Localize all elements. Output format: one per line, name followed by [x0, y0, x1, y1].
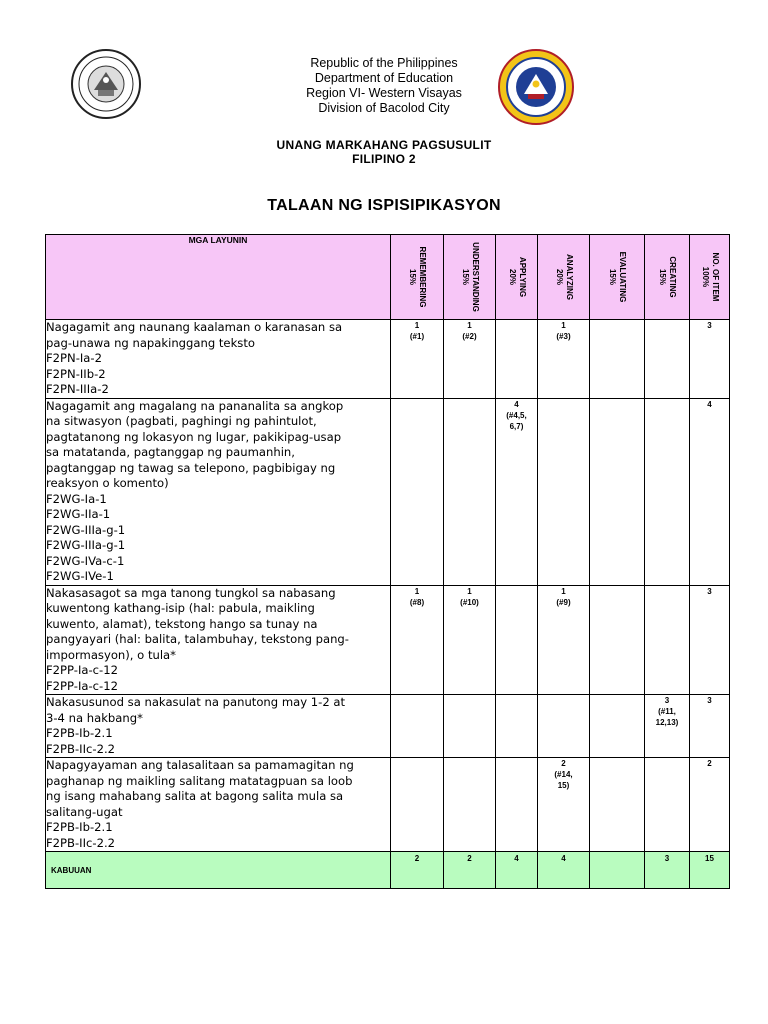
- document-header: [0, 0, 768, 130]
- count-cell-applying: [496, 320, 538, 399]
- objective-line: kuwento, alamat), tekstong hango sa tunay na: [46, 616, 318, 631]
- item-numbers: 6,7): [509, 421, 524, 431]
- count-cell-applying: [496, 695, 538, 758]
- item-count: 3: [664, 696, 670, 705]
- table-row: [46, 695, 730, 758]
- exam-title: UNANG MARKAHANG PAGSUSULIT: [276, 138, 492, 152]
- count-cell-creating: [645, 695, 690, 758]
- objective-code: F2PN-IIIa-2: [46, 382, 109, 396]
- item-numbers: (#3): [556, 332, 571, 341]
- agency-line: Division of Bacolod City: [318, 101, 450, 115]
- count-cell-remembering: [391, 320, 444, 399]
- total-label: KABUUAN: [46, 852, 391, 889]
- objective-cell: [46, 320, 391, 399]
- count-cell-evaluating: [590, 758, 645, 852]
- count-cell-creating: [645, 320, 690, 399]
- item-numbers: 12,13): [655, 718, 679, 727]
- objective-line: reaksyon o komento): [46, 476, 169, 490]
- subject-title: FILIPINO 2: [352, 152, 416, 166]
- total-evaluating: [590, 852, 645, 889]
- item-numbers: (#1): [409, 332, 425, 341]
- objective-cell: [46, 585, 391, 695]
- total-understanding: 2: [444, 852, 496, 889]
- count-cell-applying: [496, 758, 538, 852]
- count-cell-applying: [496, 398, 538, 585]
- item-count: 1: [467, 321, 472, 330]
- objective-line: sa matatanda, pagtanggap ng paumanhin,: [46, 445, 295, 459]
- item-count: 1: [467, 586, 472, 596]
- count-cell-remembering: [391, 758, 444, 852]
- column-name: EVALUATING: [618, 251, 627, 303]
- count-cell-understanding: [444, 398, 496, 585]
- total-items: 15: [690, 852, 730, 889]
- column-header-applying: [496, 235, 538, 320]
- count-cell-analyzing: [538, 758, 590, 852]
- column-header-understanding: [444, 235, 496, 320]
- column-name: NO. OF ITEM: [710, 252, 720, 302]
- count-cell-total: [690, 320, 730, 399]
- count-cell-analyzing: [538, 398, 590, 585]
- item-count: 1: [414, 321, 420, 330]
- department-of-education-seal-icon: [58, 48, 154, 120]
- item-count: 1: [561, 586, 566, 596]
- objective-code: F2WG-IIIa-g-1: [46, 538, 126, 552]
- objective-line: pagtatanong ng lokasyon ng lugar, pakikipag-usap: [46, 429, 342, 444]
- agency-line: Department of Education: [314, 71, 454, 85]
- column-percent: 20%: [554, 268, 564, 285]
- item-count: 4: [514, 399, 519, 409]
- objective-code: F2PB-Ib-2.1: [46, 726, 113, 740]
- objective-code: F2PP-Ia-c-12: [46, 663, 118, 677]
- objective-cell: [46, 758, 391, 852]
- column-percent: 15%: [460, 268, 470, 286]
- table-row: [46, 320, 730, 399]
- column-header-remembering: [391, 235, 444, 320]
- objective-line: Nakasusunod sa nakasulat na panutong may 1-2 at: [46, 695, 346, 709]
- table-row: [46, 585, 730, 695]
- objective-line: Nakasasagot sa mga tanong tungkol sa nabasang: [46, 585, 336, 600]
- agency-line: Republic of the Philippines: [310, 56, 458, 70]
- objective-code: F2PB-IIc-2.2: [46, 741, 116, 756]
- objective-code: F2PN-IIb-2: [46, 366, 106, 381]
- item-count: 2: [561, 759, 566, 768]
- count-cell-creating: [645, 758, 690, 852]
- column-percent: 15%: [608, 268, 617, 285]
- objective-code: F2WG-IVa-c-1: [46, 553, 125, 568]
- total-row: [46, 852, 730, 889]
- document-title: TALAAN NG ISPISIPIKASYON: [267, 197, 501, 214]
- item-count: 3: [707, 586, 712, 596]
- count-cell-applying: [496, 585, 538, 695]
- count-cell-understanding: [444, 585, 496, 695]
- count-cell-remembering: [391, 585, 444, 695]
- objective-line: ng isang mahabang salita at bagong salita mula sa: [46, 789, 344, 803]
- item-numbers: (#10): [460, 597, 479, 607]
- column-percent: 15%: [658, 268, 667, 285]
- count-cell-understanding: [444, 695, 496, 758]
- column-name: REMEMBERING: [418, 246, 427, 308]
- exam-title-block: [0, 138, 768, 166]
- column-name: ANALYZING: [564, 254, 574, 300]
- count-cell-understanding: [444, 320, 496, 399]
- objective-line: salitang-ugat: [46, 804, 123, 819]
- count-cell-remembering: [391, 695, 444, 758]
- item-count: 4: [707, 399, 712, 409]
- item-numbers: (#8): [409, 597, 425, 607]
- total-analyzing: 4: [538, 852, 590, 889]
- column-header-no-of-item: [690, 235, 730, 320]
- objective-code: F2WG-IIIa-g-1: [46, 522, 126, 537]
- objective-code: F2WG-IIa-1: [46, 507, 111, 521]
- specification-table: [45, 234, 730, 889]
- count-cell-evaluating: [590, 585, 645, 695]
- column-header-analyzing: [538, 235, 590, 320]
- column-name: UNDERSTANDING: [470, 242, 480, 312]
- item-count: 1: [414, 586, 420, 596]
- item-numbers: (#11,: [658, 707, 676, 716]
- count-cell-total: [690, 695, 730, 758]
- item-count: 3: [707, 321, 712, 330]
- count-cell-evaluating: [590, 320, 645, 399]
- column-percent: 100%: [700, 266, 710, 288]
- item-count: 1: [561, 321, 566, 330]
- count-cell-evaluating: [590, 695, 645, 758]
- objective-code: F2PB-IIc-2.2: [46, 835, 116, 850]
- count-cell-total: [690, 585, 730, 695]
- column-header-creating: [645, 235, 690, 320]
- item-count: 2: [707, 759, 712, 768]
- item-count: 3: [707, 696, 712, 705]
- objective-line: Napagyayaman ang talasalitaan sa pamamagitan ng: [46, 758, 354, 772]
- item-numbers: 15): [557, 781, 570, 790]
- total-creating: 3: [645, 852, 690, 889]
- column-name: CREATING: [668, 256, 677, 298]
- objective-line: pangyayari (hal: balita, talambuhay, tekstong pang-: [46, 632, 349, 646]
- table-row: [46, 758, 730, 852]
- objective-code: F2PP-Ia-c-12: [46, 678, 118, 693]
- column-percent: 20%: [507, 268, 517, 286]
- item-numbers: (#9): [556, 597, 571, 607]
- kagawaran-ng-edukasyon-seal-icon: [497, 48, 575, 126]
- total-remembering: 2: [391, 852, 444, 889]
- count-cell-analyzing: [538, 695, 590, 758]
- column-percent: 15%: [408, 268, 417, 286]
- objective-code: F2PN-Ia-2: [46, 351, 102, 365]
- objective-cell: [46, 695, 391, 758]
- objective-line: 3-4 na hakbang*: [46, 710, 143, 725]
- count-cell-understanding: [444, 758, 496, 852]
- objectives-header: MGA LAYUNIN: [46, 235, 391, 320]
- count-cell-analyzing: [538, 585, 590, 695]
- objective-line: pag-unawa ng napakinggang teksto: [46, 335, 255, 350]
- objective-line: kuwentong kathang-isip (hal: pabula, maikling: [46, 601, 315, 615]
- objective-line: impormasyon), o tula*: [46, 647, 176, 662]
- objective-line: Nagagamit ang naunang kaalaman o karanasan sa: [46, 320, 343, 334]
- agency-block: [250, 56, 518, 116]
- objective-line: Nagagamit ang magalang na pananalita sa angkop: [46, 398, 344, 413]
- total-applying: 4: [496, 852, 538, 889]
- column-name: APPLYING: [517, 256, 527, 298]
- objective-cell: [46, 398, 391, 585]
- table-header-row: [46, 235, 730, 320]
- item-numbers: (#4,5,: [506, 410, 527, 420]
- item-numbers: (#14,: [554, 770, 573, 779]
- objective-line: na sitwasyon (pagbati, paghingi ng pahintulot,: [46, 414, 317, 428]
- column-header-evaluating: [590, 235, 645, 320]
- agency-line: Region VI- Western Visayas: [306, 86, 462, 100]
- count-cell-creating: [645, 398, 690, 585]
- count-cell-analyzing: [538, 320, 590, 399]
- count-cell-creating: [645, 585, 690, 695]
- objective-line: pagtanggap ng tawag sa telepono, pagbibigay ng: [46, 460, 336, 475]
- table-row: [46, 398, 730, 585]
- objective-line: paghanap ng maikling salitang matatagpuan sa loob: [46, 773, 353, 788]
- count-cell-remembering: [391, 398, 444, 585]
- count-cell-total: [690, 398, 730, 585]
- count-cell-total: [690, 758, 730, 852]
- item-numbers: (#2): [462, 332, 477, 341]
- count-cell-evaluating: [590, 398, 645, 585]
- objective-code: F2WG-Ia-1: [46, 491, 107, 506]
- objective-code: F2WG-IVe-1: [46, 569, 114, 583]
- objective-code: F2PB-Ib-2.1: [46, 820, 113, 834]
